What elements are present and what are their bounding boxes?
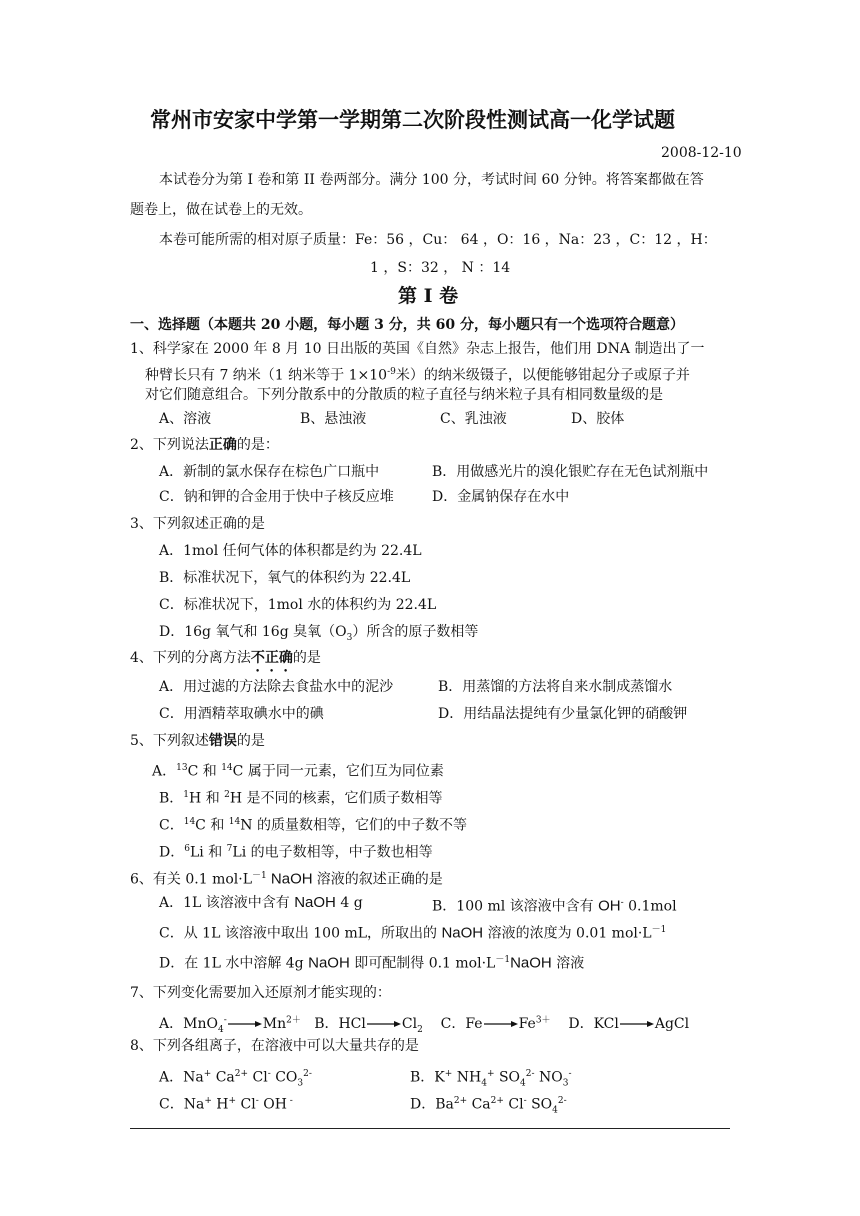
q4-option-a: A．用过滤的方法除去食盐水中的泥沙 [159,679,394,695]
q8-stem: 8、下列各组离子，在溶液中可以大量共存的是 [130,1038,419,1054]
q1-option-d: D、胶体 [571,411,625,427]
intro-paragraph-2-cont: 1 ，S：32 ， N ：14 [370,260,511,276]
q1-stem-line-3: 对它们随意组合。下列分散系中的分散质的粒子直径与纳米粒子具有相同数量级的是 [145,387,663,403]
q2-option-b: B．用做感光片的溴化银贮存在无色试剂瓶中 [432,464,709,480]
q6-option-c: C．从 1L 该溶液中取出 100 mL，所取出的 NaOH 溶液的浓度为 0.01 $mol\cdot L^{-1}$ [159,924,667,942]
q4-option-c: C．用酒精萃取碘水中的碘 [159,706,324,722]
q2-option-a: A．新制的氯水保存在棕色广口瓶中 [159,464,380,480]
q3-option-d: D．16g 氧气和 16g 臭氧$(O_3)$所含的原子数相等 [159,624,479,643]
q8-option-c: C．Na+ H+ Cl- OH - [159,1096,293,1113]
q3-option-b: B．标准状况下，氧气的体积约为 22.4L [159,570,411,586]
reaction-arrow-icon [367,1019,401,1029]
q7-option-a: A．MnO$_4$- $Mn^{2+}$ [159,1015,301,1035]
q5-option-d: D．$^6$Li 和 $^7$Li 的电子数相等，中子数也相等 [159,844,433,861]
q2-option-c: C．钠和钾的合金用于快中子核反应堆 [159,489,394,505]
q1-stem-line-2: 种臂长只有 7 纳米（1 纳米等于 $1\times 10^{-9}$米）的纳米级镊子，以便能够钳起分子或原子并 [145,367,690,384]
volume-title: 第 I 卷 [398,285,459,307]
q3-stem: 3、下列叙述正确的是 [130,516,265,532]
reaction-arrow-icon [620,1019,654,1029]
page-title: 常州市安家中学第一学期第二次阶段性测试高一化学试题 [150,107,675,132]
q3-option-c: C．标准状况下，1mol 水的体积约为 22.4L [159,597,437,613]
intro-paragraph-2: 本卷可能所需的相对原子质量：Fe：56 ，Cu： 64 ，O：16 ，Na：23 ，C：12 ，H： [159,232,717,248]
q5-option-b: B．$^1$H 和 $^2$H 是不同的核素，它们质子数相等 [159,790,443,807]
footer-divider [130,1128,730,1129]
q4-option-b: B．用蒸馏的方法将自来水制成蒸馏水 [438,679,673,695]
q2-stem: 2、下列说法正确的是： [130,437,279,453]
q1-option-c: C、乳浊液 [440,411,507,427]
q6-option-a: A．1L 该溶液中含有 NaOH 4 g [159,894,363,911]
q8-option-a: A．Na+ $Ca^{2+}$ Cl- $CO_3^{2-}$ [159,1069,312,1089]
q7-stem: 7、下列变化需要加入还原剂才能实现的： [130,985,391,1001]
q6-stem: 6、有关 0.1 $mol\cdot L^{-1}$ NaOH 溶液的叙述正确的是 [130,870,443,888]
q6-option-b: B．100 ml 该溶液中含有 OH- 0.1mol [432,897,677,915]
test-date: 2008-12-10 [661,145,742,161]
reaction-arrow-icon [484,1019,518,1029]
q8-option-b: B．K+ $NH_4^+$ $SO_4^{2-}$ $NO_3^-$ [410,1069,572,1089]
q6-option-d: D．在 1L 水中溶解 4g NaOH 即可配制得 0.1 $mol\cdot L^{-1}NaOH$ 溶液 [159,954,585,972]
q1-stem-line-1: 1、科学家在 2000 年 8 月 10 日出版的英国《自然》杂志上报告，他们用 DNA 制造出了一 [130,341,705,357]
intro-paragraph-1: 本试卷分为第 I 卷和第 II 卷两部分。满分 100 分，考试时间 60 分钟。将答案都做在答 [159,172,704,188]
q7-option-d: D．KCl AgCl [568,1015,690,1032]
q7-option-b: B．HCl $Cl_2$ [314,1015,423,1035]
q5-option-a: A．$^{13}$C 和 $^{14}$C 属于同一元素，它们互为同位素 [152,763,444,780]
section-heading: 一、选择题（本题共 20 小题，每小题 3 分，共 60 分，每小题只有一个选项符合题意） [130,317,684,333]
q4-option-d: D．用结晶法提纯有少量氯化钾的硝酸钾 [438,706,688,722]
intro-paragraph-1-cont: 题卷上，做在试卷上的无效。 [130,202,312,218]
q1-option-a: A、溶液 [159,411,212,427]
q5-stem: 5、下列叙述错误的是 [130,733,265,749]
q7-option-c: C．Fe $Fe^{3+}$ [440,1015,551,1032]
q3-option-a: A．1mol 任何气体的体积都是约为 22.4L [159,543,422,559]
q2-option-d: D．金属钠保存在水中 [432,489,570,505]
q1-option-b: B、悬浊液 [300,411,367,427]
q8-option-d: D．$Ba^{2+}$ $Ca^{2+}$ Cl- $SO_4^{2-}$ [410,1096,567,1116]
q4-stem: 4、下列的分离方法不正确的是 [130,650,321,666]
q5-option-c: C．$^{14}$C 和 $^{14}$N 的质量数相等，它们的中子数不等 [159,817,467,834]
reaction-arrow-icon [228,1019,262,1029]
